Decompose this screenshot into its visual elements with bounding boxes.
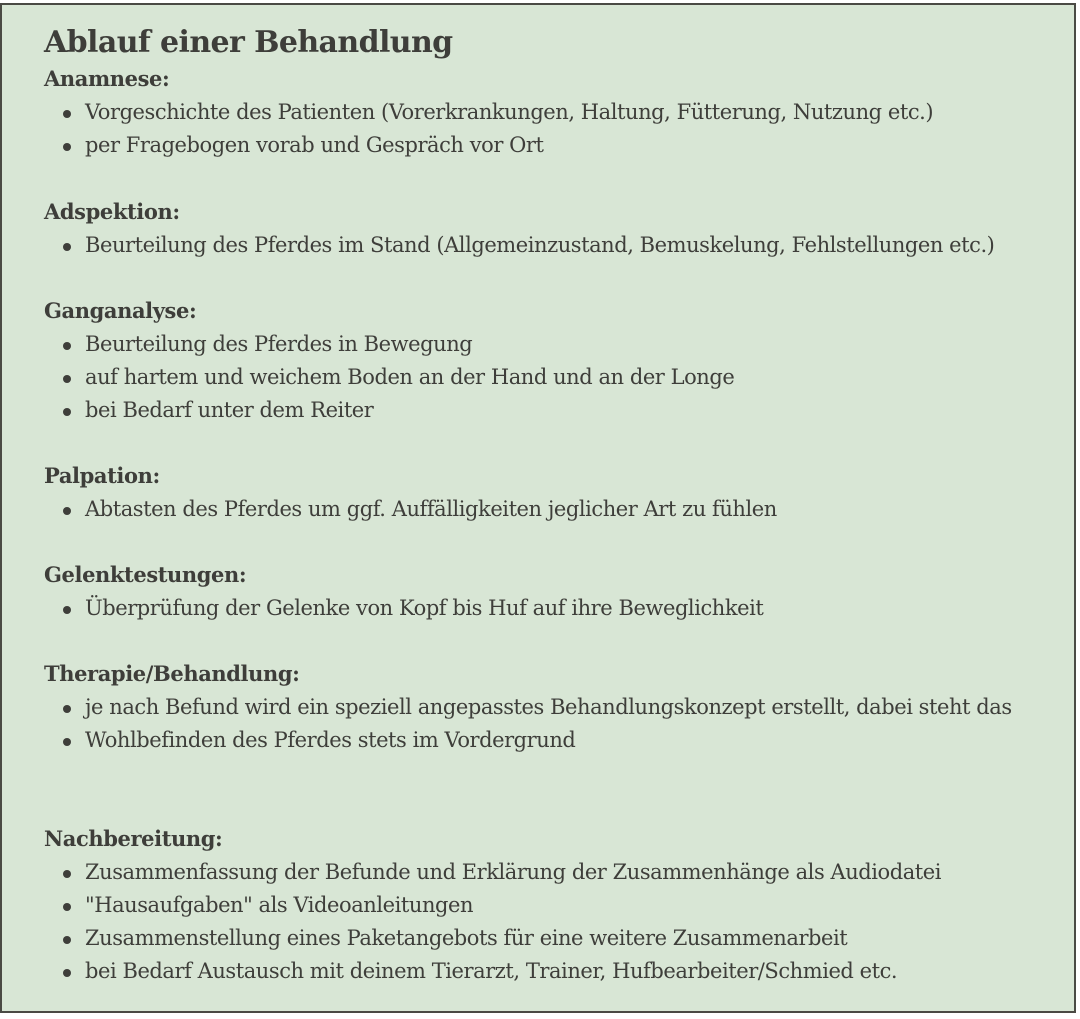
list-item: Abtasten des Pferdes um ggf. Auffälligkeiten jeglicher Art zu fühlen <box>44 493 1066 526</box>
section-palpation <box>44 462 1066 526</box>
section-heading: Palpation: <box>44 463 160 488</box>
section-heading: Therapie/Behandlung: <box>44 661 300 686</box>
list-item: je nach Befund wird ein speziell angepasstes Behandlungskonzept erstellt, dabei steht das <box>44 691 1066 724</box>
panel-title: Ablauf einer Behandlung <box>44 25 453 60</box>
list-item: bei Bedarf unter dem Reiter <box>44 394 1066 427</box>
list-item: Beurteilung des Pferdes im Stand (Allgemeinzustand, Bemuskelung, Fehlstellungen etc.) <box>44 229 1066 262</box>
list-item: Vorgeschichte des Patienten (Vorerkrankungen, Haltung, Fütterung, Nutzung etc.) <box>44 96 1066 129</box>
bullet-list <box>44 96 1066 162</box>
list-item: "Hausaufgaben" als Videoanleitungen <box>44 889 1066 922</box>
section-heading: Anamnese: <box>44 66 170 91</box>
bullet-list <box>44 328 1066 427</box>
treatment-process-panel <box>0 3 1076 1013</box>
list-item: bei Bedarf Austausch mit deinem Tierarzt, Trainer, Hufbearbeiter/Schmied etc. <box>44 955 1066 988</box>
list-item: auf hartem und weichem Boden an der Hand und an der Longe <box>44 361 1066 394</box>
list-item: Zusammenstellung eines Paketangebots für eine weitere Zusammenarbeit <box>44 922 1066 955</box>
section-heading: Nachbereitung: <box>44 826 223 851</box>
section-heading: Gelenktestungen: <box>44 562 247 587</box>
section-therapie-behandlung <box>44 660 1066 757</box>
section-ganganalyse <box>44 297 1066 427</box>
section-nachbereitung <box>44 825 1066 988</box>
list-item: Zusammenfassung der Befunde und Erklärung der Zusammenhänge als Audiodatei <box>44 856 1066 889</box>
list-item: per Fragebogen vorab und Gespräch vor Ort <box>44 129 1066 162</box>
section-anamnese <box>44 65 1066 162</box>
section-heading: Adspektion: <box>44 199 180 224</box>
section-heading: Ganganalyse: <box>44 298 197 323</box>
bullet-list <box>44 856 1066 988</box>
list-item: Überprüfung der Gelenke von Kopf bis Huf auf ihre Beweglichkeit <box>44 592 1066 625</box>
bullet-list <box>44 493 1066 526</box>
section-gelenktestungen <box>44 561 1066 625</box>
bullet-list <box>44 229 1066 262</box>
section-adspektion <box>44 198 1066 262</box>
bullet-list <box>44 691 1066 757</box>
list-item: Beurteilung des Pferdes in Bewegung <box>44 328 1066 361</box>
bullet-list <box>44 592 1066 625</box>
list-item: Wohlbefinden des Pferdes stets im Vordergrund <box>44 724 1066 757</box>
